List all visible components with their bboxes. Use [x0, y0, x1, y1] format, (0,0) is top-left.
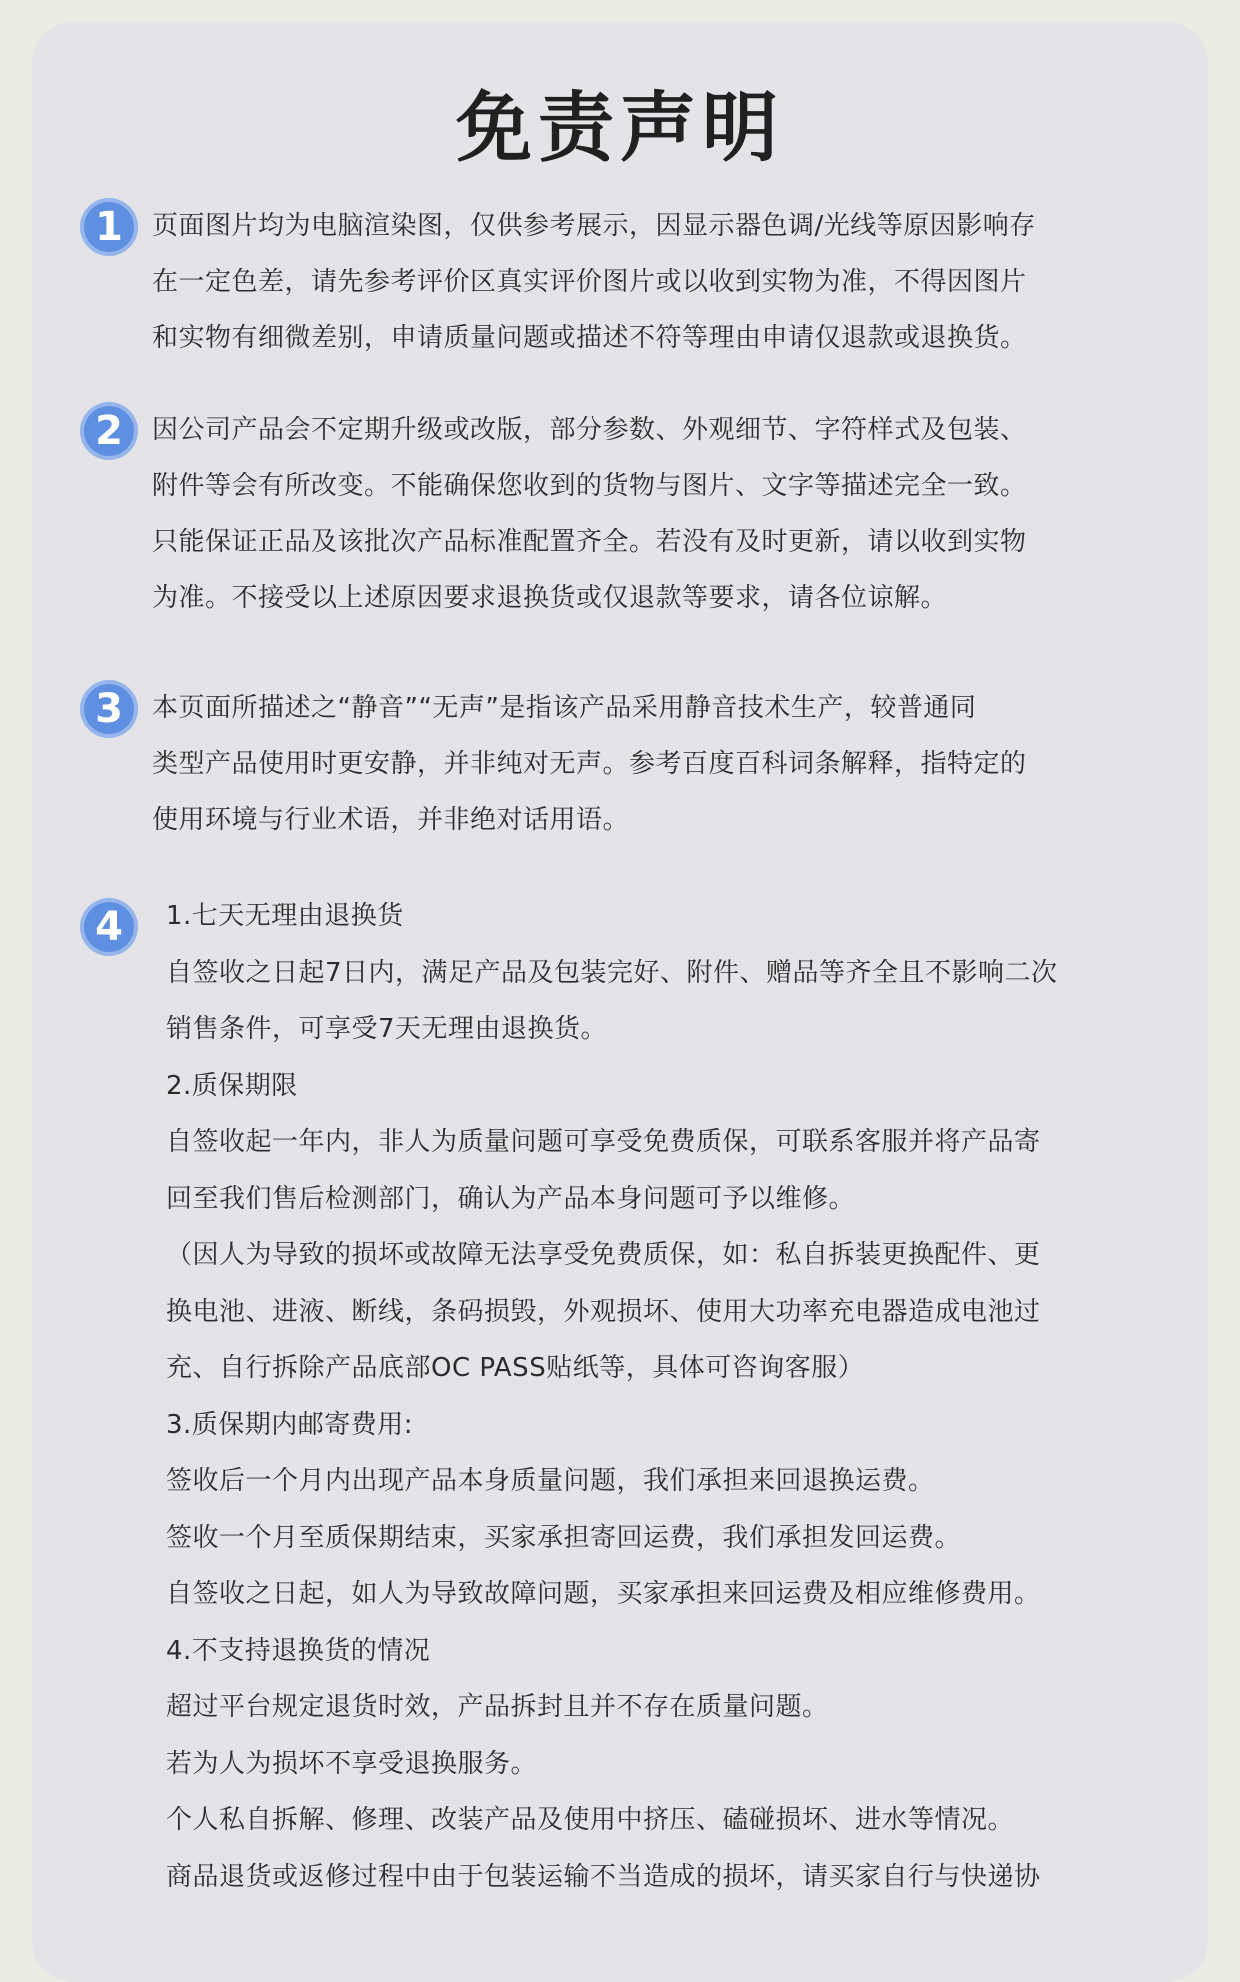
number-badge-4: 4: [80, 898, 138, 956]
text-line: 自签收起一年内，非人为质量问题可享受免费质保，可联系客服并将产品寄: [166, 1127, 1041, 1157]
section-2-text: [152, 402, 1102, 626]
number-badge-1: 1: [80, 198, 138, 256]
number-badge-2: 2: [80, 402, 138, 460]
text-line: 因公司产品会不定期升级或改版，部分参数、外观细节、字符样式及包装、: [152, 415, 1027, 445]
section-3-text: [152, 680, 1102, 848]
text-line: 签收后一个月内出现产品本身质量问题，我们承担来回退换运费。: [166, 1466, 935, 1496]
text-line: （因人为导致的损坏或故障无法享受免费质保，如：私自拆装更换配件、更: [166, 1240, 1041, 1270]
page-title: 免责声明: [456, 83, 784, 172]
text-line: 商品退货或返修过程中由于包装运输不当造成的损坏，请买家自行与快递协: [166, 1861, 1041, 1892]
text-line: 个人私自拆解、修理、改装产品及使用中挤压、磕碰损坏、进水等情况。: [166, 1805, 1015, 1835]
text-line: 在一定色差，请先参考评价区真实评价图片或以收到实物为准，不得因图片: [152, 267, 1027, 297]
text-line: 本页面所描述之“静音”“无声”是指该产品采用静音技术生产，较普通同: [152, 693, 977, 723]
text-line: 类型产品使用时更安静，并非纯对无声。参考百度百科词条解释，指特定的: [152, 749, 1027, 779]
section-1-text: [152, 198, 1102, 366]
section-4-text: [166, 888, 1116, 1905]
text-line: 换电池、进液、断线，条码损毁，外观损坏、使用大功率充电器造成电池过: [166, 1296, 1041, 1327]
subheading: 2.质保期限: [166, 1070, 298, 1101]
text-line: 使用环境与行业术语，并非绝对话用语。: [152, 805, 630, 835]
subheading: 4.不支持退换货的情况: [166, 1635, 431, 1666]
text-line: 为准。不接受以上述原因要求退换货或仅退款等要求，请各位谅解。: [152, 583, 948, 613]
text-line: 页面图片均为电脑渲染图，仅供参考展示，因显示器色调/光线等原因影响存: [152, 211, 1036, 241]
text-line: 充、自行拆除产品底部OC PASS贴纸等，具体可咨询客服）: [166, 1353, 865, 1383]
text-line: 若为人为损坏不享受退换服务。: [166, 1748, 538, 1779]
text-line: 超过平台规定退货时效，产品拆封且并不存在质量问题。: [166, 1692, 829, 1722]
text-line: 自签收之日起7日内，满足产品及包装完好、附件、赠品等齐全且不影响二次: [166, 957, 1058, 988]
text-line: 销售条件，可享受7天无理由退换货。: [166, 1014, 608, 1044]
number-badge-3: 3: [80, 680, 138, 738]
subheading: 1.七天无理由退换货: [166, 901, 404, 931]
subheading: 3.质保期内邮寄费用:: [166, 1409, 414, 1440]
text-line: 附件等会有所改变。不能确保您收到的货物与图片、文字等描述完全一致。: [152, 471, 1027, 501]
text-line: 只能保证正品及该批次产品标准配置齐全。若没有及时更新，请以收到实物: [152, 527, 1027, 557]
text-line: 和实物有细微差别，申请质量问题或描述不符等理由申请仅退款或退换货。: [152, 323, 1027, 353]
text-line: 自签收之日起，如人为导致故障问题，买家承担来回运费及相应维修费用。: [166, 1579, 1041, 1609]
text-line: 签收一个月至质保期结束，买家承担寄回运费，我们承担发回运费。: [166, 1522, 962, 1553]
text-line: 回至我们售后检测部门，确认为产品本身问题可予以维修。: [166, 1183, 856, 1214]
